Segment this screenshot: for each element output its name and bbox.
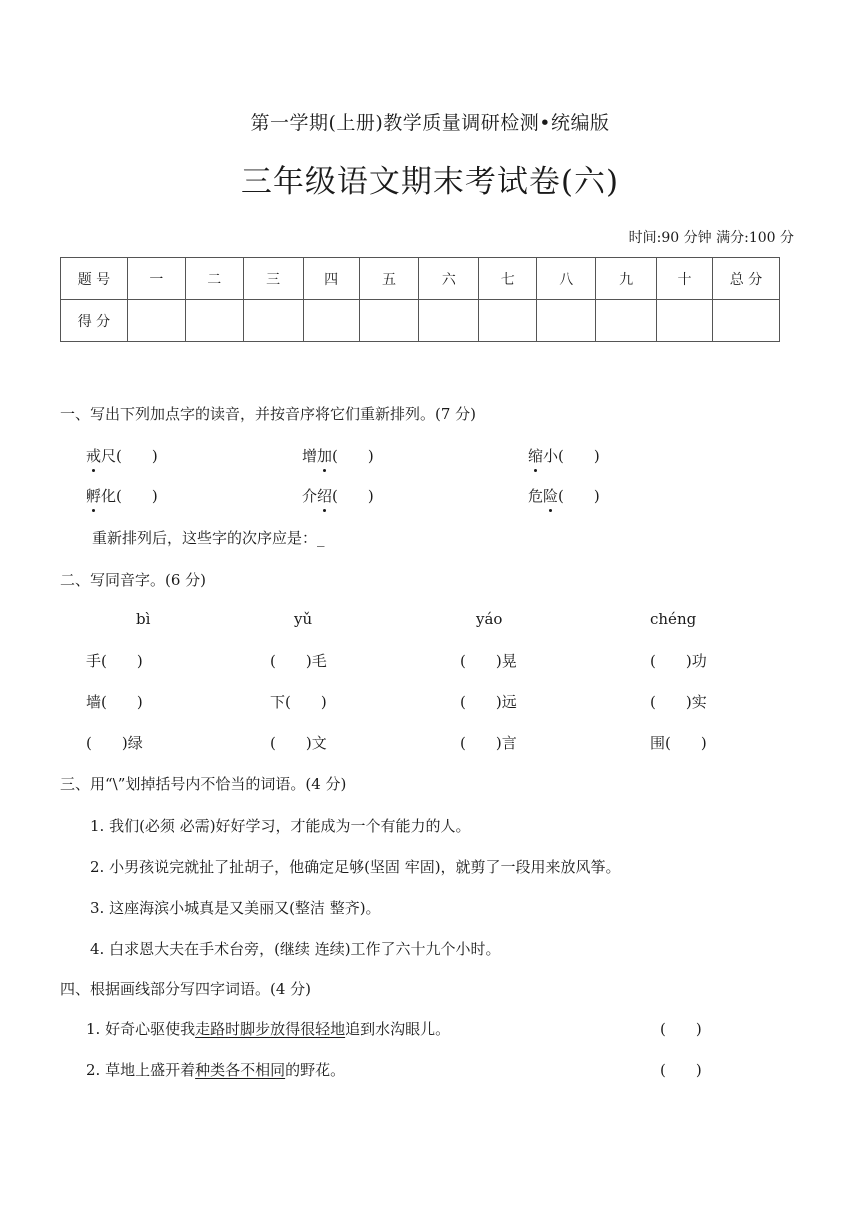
item-rest: ( ) bbox=[332, 487, 374, 505]
header-cell: 四 bbox=[303, 258, 359, 300]
homophone-blank: 围( ) bbox=[650, 734, 707, 752]
item-text: 的野花。 bbox=[285, 1061, 346, 1079]
answer-blank: ( ) bbox=[660, 1061, 702, 1079]
item-pre: 介 bbox=[302, 487, 318, 505]
score-table-score-row bbox=[61, 300, 780, 342]
underlined-phrase: 走路时脚步放得很轻地 bbox=[195, 1020, 346, 1038]
header-cell: 三 bbox=[243, 258, 303, 300]
header-cell: 一 bbox=[127, 258, 185, 300]
header-cell: 题 号 bbox=[61, 258, 128, 300]
section-1-item bbox=[528, 485, 600, 506]
item-rest: 小( ) bbox=[543, 447, 600, 465]
homophone-blank: ( )文 bbox=[270, 734, 327, 752]
dotted-char: 险 bbox=[543, 487, 559, 505]
section-4-item bbox=[86, 1059, 345, 1080]
dotted-char: 孵 bbox=[86, 487, 102, 505]
homophone-blank: ( )功 bbox=[650, 652, 707, 670]
item-pre: 增 bbox=[302, 447, 318, 465]
exam-time-and-score: 时间:90 分钟 满分:100 分 bbox=[628, 230, 794, 246]
section-1-item bbox=[302, 485, 374, 506]
score-cell[interactable] bbox=[359, 300, 419, 342]
section-3-item: 2. 小男孩说完就扯了扯胡子，他确定足够(坚固 牢固)，就剪了一段用来放风筝。 bbox=[90, 858, 621, 876]
header-cell: 二 bbox=[185, 258, 243, 300]
section-3-item: 3. 这座海滨小城真是又美丽又(整洁 整齐)。 bbox=[90, 899, 381, 917]
section-3-item: 4. 白求恩大夫在手术台旁，(继续 连续)工作了六十九个小时。 bbox=[90, 940, 501, 958]
score-cell[interactable] bbox=[657, 300, 713, 342]
score-row-label: 得 分 bbox=[61, 300, 128, 342]
item-text: 2. 草地上盛开着 bbox=[86, 1061, 196, 1079]
item-pre: 危 bbox=[528, 487, 544, 505]
underlined-phrase: 种类各不相同 bbox=[195, 1061, 286, 1079]
section-1-item bbox=[86, 445, 158, 466]
pinyin-label: bì bbox=[136, 610, 151, 628]
score-cell[interactable] bbox=[419, 300, 479, 342]
homophone-blank: 下( ) bbox=[270, 693, 327, 711]
score-cell[interactable] bbox=[596, 300, 657, 342]
score-cell[interactable] bbox=[127, 300, 185, 342]
header-cell: 六 bbox=[419, 258, 479, 300]
score-cell[interactable] bbox=[185, 300, 243, 342]
dotted-char: 戒 bbox=[86, 447, 102, 465]
reorder-answer-line: 重新排列后，这些字的次序应是：_ bbox=[92, 529, 325, 547]
dotted-char: 缩 bbox=[528, 447, 544, 465]
pinyin-label: yáo bbox=[476, 610, 503, 628]
section-4-heading: 四、根据画线部分写四字词语。(4 分) bbox=[60, 980, 312, 998]
section-3-heading: 三、用“\”划掉括号内不恰当的词语。(4 分) bbox=[60, 775, 347, 793]
item-rest: 化( ) bbox=[101, 487, 158, 505]
homophone-blank: ( )远 bbox=[460, 693, 517, 711]
pinyin-label: yǔ bbox=[294, 610, 313, 628]
homophone-blank: 手( ) bbox=[86, 652, 143, 670]
score-cell[interactable] bbox=[479, 300, 537, 342]
exam-title: 三年级语文期末考试卷(六) bbox=[240, 164, 620, 200]
homophone-blank: 墙( ) bbox=[86, 693, 143, 711]
answer-blank: ( ) bbox=[660, 1020, 702, 1038]
section-2-heading: 二、写同音字。(6 分) bbox=[60, 571, 207, 589]
item-text: 追到水沟眼儿。 bbox=[345, 1020, 451, 1038]
score-cell[interactable] bbox=[537, 300, 596, 342]
score-table-header-row bbox=[61, 258, 780, 300]
score-cell[interactable] bbox=[712, 300, 779, 342]
homophone-blank: ( )毛 bbox=[270, 652, 327, 670]
header-cell: 十 bbox=[657, 258, 713, 300]
exam-subtitle: 第一学期(上册)教学质量调研检测•统编版 bbox=[250, 112, 610, 134]
item-rest: ( ) bbox=[332, 447, 374, 465]
header-cell: 七 bbox=[479, 258, 537, 300]
item-rest: ( ) bbox=[558, 487, 600, 505]
section-1-heading: 一、写出下列加点字的读音，并按音序将它们重新排列。(7 分) bbox=[60, 405, 477, 423]
score-table bbox=[60, 257, 780, 342]
item-rest: 尺( ) bbox=[101, 447, 158, 465]
score-cell[interactable] bbox=[243, 300, 303, 342]
section-3-item: 1. 我们(必须 必需)好好学习，才能成为一个有能力的人。 bbox=[90, 817, 471, 835]
dotted-char: 加 bbox=[317, 447, 333, 465]
header-cell: 九 bbox=[596, 258, 657, 300]
header-cell: 五 bbox=[359, 258, 419, 300]
pinyin-label: chéng bbox=[650, 610, 697, 628]
homophone-blank: ( )言 bbox=[460, 734, 517, 752]
header-cell: 八 bbox=[537, 258, 596, 300]
section-1-item bbox=[86, 485, 158, 506]
section-1-item bbox=[528, 445, 600, 466]
homophone-blank: ( )晃 bbox=[460, 652, 517, 670]
homophone-blank: ( )绿 bbox=[86, 734, 143, 752]
dotted-char: 绍 bbox=[317, 487, 333, 505]
section-1-item bbox=[302, 445, 374, 466]
homophone-blank: ( )实 bbox=[650, 693, 707, 711]
score-cell[interactable] bbox=[303, 300, 359, 342]
section-4-item bbox=[86, 1018, 450, 1039]
header-cell: 总 分 bbox=[712, 258, 779, 300]
item-text: 1. 好奇心驱使我 bbox=[86, 1020, 196, 1038]
